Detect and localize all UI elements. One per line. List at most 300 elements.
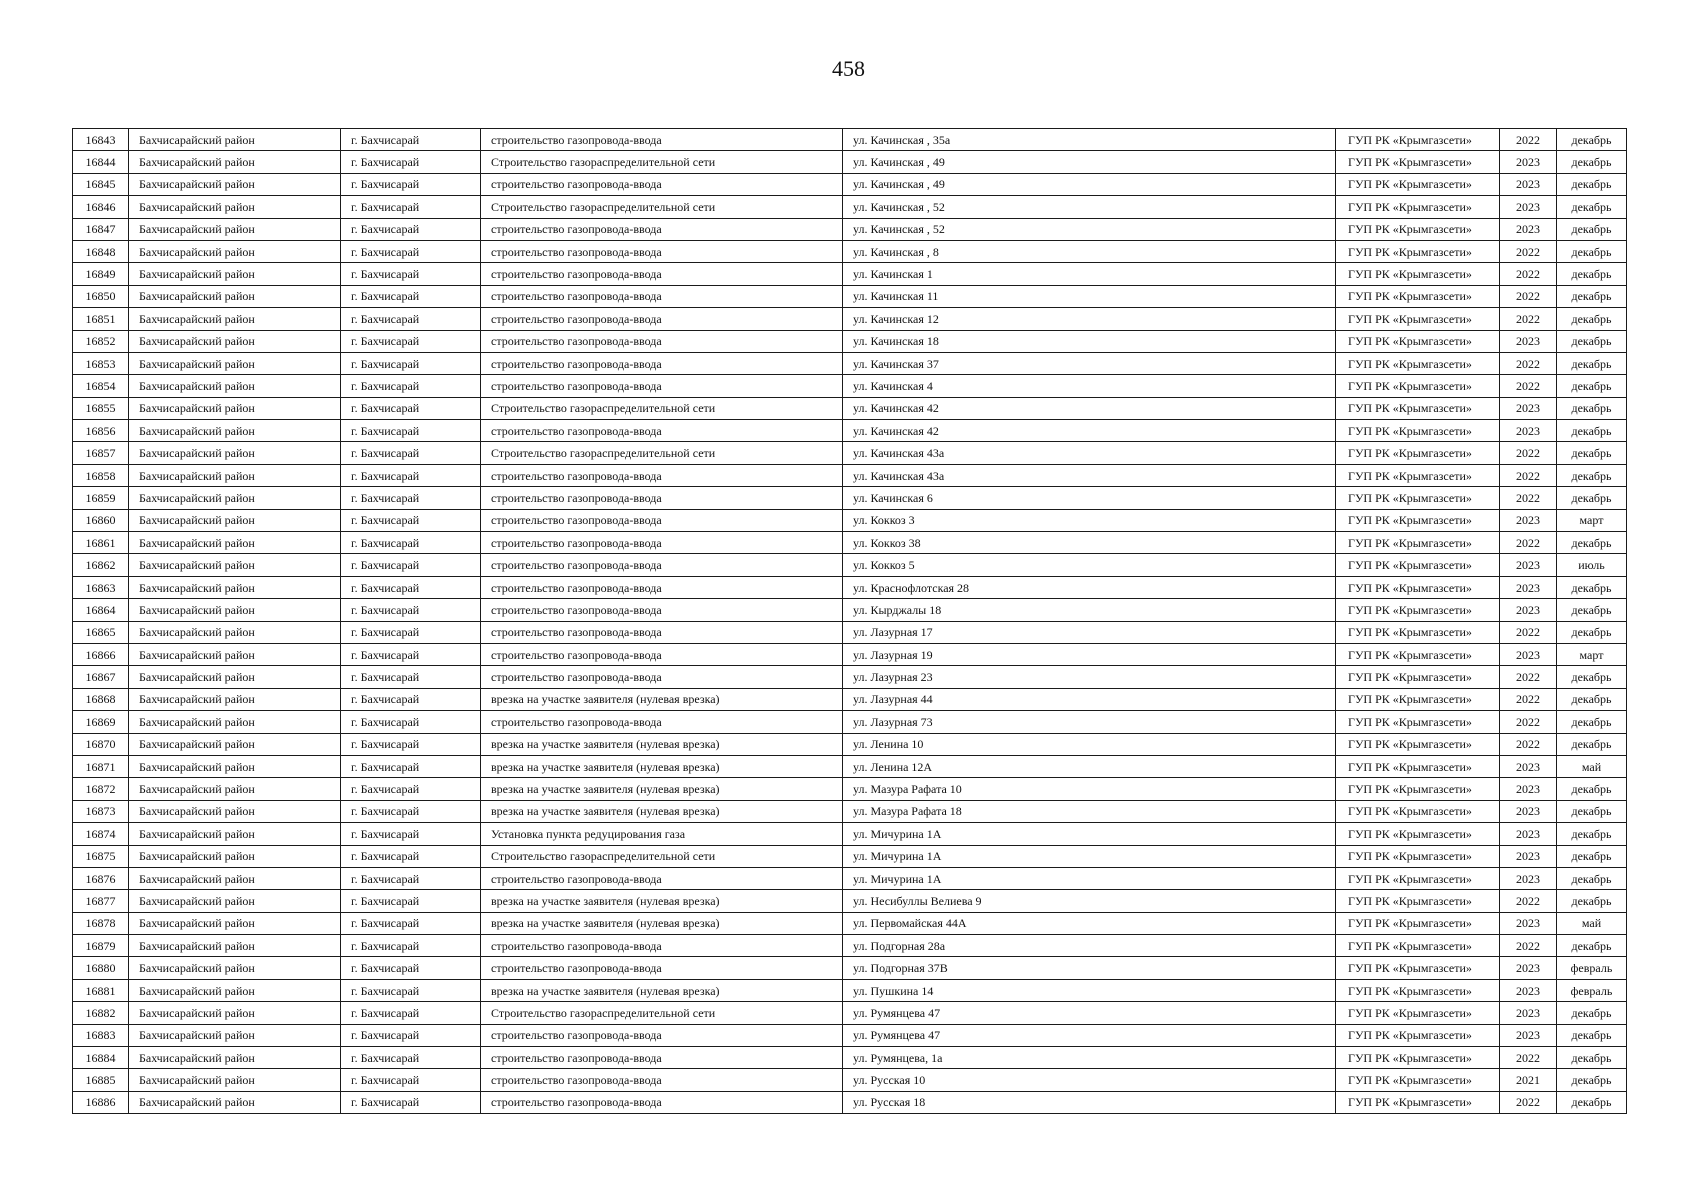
table-row	[73, 711, 1627, 733]
month-cell: декабрь	[1557, 778, 1627, 800]
address-cell: ул. Несибуллы Велиева 9	[843, 890, 1336, 912]
address-cell: ул. Качинская 4	[843, 375, 1336, 397]
table-row	[73, 778, 1627, 800]
organization-cell: ГУП РК «Крымгазсети»	[1336, 420, 1500, 442]
region-cell: Бахчисарайский район	[129, 599, 341, 621]
organization-cell: ГУП РК «Крымгазсети»	[1336, 621, 1500, 643]
month-cell: декабрь	[1557, 308, 1627, 330]
table-row	[73, 1024, 1627, 1046]
row-number-cell: 16847	[73, 218, 129, 240]
row-number-cell: 16861	[73, 532, 129, 554]
settlement-cell: г. Бахчисарай	[341, 420, 481, 442]
region-cell: Бахчисарайский район	[129, 576, 341, 598]
month-cell: декабрь	[1557, 263, 1627, 285]
region-cell: Бахчисарайский район	[129, 755, 341, 777]
work-type-cell: строительство газопровода-ввода	[481, 129, 843, 151]
year-cell: 2022	[1500, 240, 1557, 262]
organization-cell: ГУП РК «Крымгазсети»	[1336, 688, 1500, 710]
address-cell: ул. Мазура Рафата 18	[843, 800, 1336, 822]
settlement-cell: г. Бахчисарай	[341, 711, 481, 733]
year-cell: 2022	[1500, 285, 1557, 307]
row-number-cell: 16884	[73, 1047, 129, 1069]
year-cell: 2023	[1500, 554, 1557, 576]
work-type-cell: строительство газопровода-ввода	[481, 285, 843, 307]
work-type-cell: строительство газопровода-ввода	[481, 1069, 843, 1091]
address-cell: ул. Подгорная 28а	[843, 935, 1336, 957]
year-cell: 2023	[1500, 196, 1557, 218]
year-cell: 2022	[1500, 308, 1557, 330]
table-row	[73, 621, 1627, 643]
settlement-cell: г. Бахчисарай	[341, 576, 481, 598]
year-cell: 2022	[1500, 1091, 1557, 1113]
table-row	[73, 979, 1627, 1001]
organization-cell: ГУП РК «Крымгазсети»	[1336, 935, 1500, 957]
organization-cell: ГУП РК «Крымгазсети»	[1336, 867, 1500, 889]
settlement-cell: г. Бахчисарай	[341, 285, 481, 307]
settlement-cell: г. Бахчисарай	[341, 330, 481, 352]
settlement-cell: г. Бахчисарай	[341, 890, 481, 912]
month-cell: декабрь	[1557, 173, 1627, 195]
work-type-cell: строительство газопровода-ввода	[481, 240, 843, 262]
organization-cell: ГУП РК «Крымгазсети»	[1336, 352, 1500, 374]
row-number-cell: 16883	[73, 1024, 129, 1046]
year-cell: 2021	[1500, 1069, 1557, 1091]
table-row	[73, 129, 1627, 151]
table-row	[73, 912, 1627, 934]
table-row	[73, 1002, 1627, 1024]
table-row	[73, 1047, 1627, 1069]
year-cell: 2023	[1500, 823, 1557, 845]
address-cell: ул. Румянцева 47	[843, 1002, 1336, 1024]
address-cell: ул. Мичурина 1А	[843, 823, 1336, 845]
address-cell: ул. Качинская 42	[843, 397, 1336, 419]
region-cell: Бахчисарайский район	[129, 711, 341, 733]
work-type-cell: строительство газопровода-ввода	[481, 867, 843, 889]
settlement-cell: г. Бахчисарай	[341, 912, 481, 934]
row-number-cell: 16853	[73, 352, 129, 374]
settlement-cell: г. Бахчисарай	[341, 397, 481, 419]
region-cell: Бахчисарайский район	[129, 957, 341, 979]
month-cell: декабрь	[1557, 129, 1627, 151]
work-type-cell: строительство газопровода-ввода	[481, 599, 843, 621]
work-type-cell: врезка на участке заявителя (нулевая врезка)	[481, 755, 843, 777]
row-number-cell: 16850	[73, 285, 129, 307]
year-cell: 2023	[1500, 643, 1557, 665]
region-cell: Бахчисарайский район	[129, 397, 341, 419]
row-number-cell: 16865	[73, 621, 129, 643]
address-cell: ул. Лазурная 19	[843, 643, 1336, 665]
table-row	[73, 375, 1627, 397]
month-cell: декабрь	[1557, 375, 1627, 397]
row-number-cell: 16851	[73, 308, 129, 330]
work-type-cell: строительство газопровода-ввода	[481, 263, 843, 285]
settlement-cell: г. Бахчисарай	[341, 867, 481, 889]
work-type-cell: строительство газопровода-ввода	[481, 509, 843, 531]
month-cell: декабрь	[1557, 823, 1627, 845]
year-cell: 2023	[1500, 845, 1557, 867]
month-cell: май	[1557, 912, 1627, 934]
row-number-cell: 16854	[73, 375, 129, 397]
work-type-cell: строительство газопровода-ввода	[481, 554, 843, 576]
row-number-cell: 16845	[73, 173, 129, 195]
month-cell: декабрь	[1557, 688, 1627, 710]
region-cell: Бахчисарайский район	[129, 509, 341, 531]
row-number-cell: 16866	[73, 643, 129, 665]
table-row	[73, 755, 1627, 777]
organization-cell: ГУП РК «Крымгазсети»	[1336, 912, 1500, 934]
address-cell: ул. Коккоз 38	[843, 532, 1336, 554]
table-row	[73, 308, 1627, 330]
year-cell: 2023	[1500, 867, 1557, 889]
region-cell: Бахчисарайский район	[129, 554, 341, 576]
settlement-cell: г. Бахчисарай	[341, 823, 481, 845]
address-cell: ул. Качинская , 52	[843, 196, 1336, 218]
month-cell: декабрь	[1557, 1002, 1627, 1024]
table-row	[73, 330, 1627, 352]
row-number-cell: 16857	[73, 442, 129, 464]
region-cell: Бахчисарайский район	[129, 823, 341, 845]
settlement-cell: г. Бахчисарай	[341, 1024, 481, 1046]
address-cell: ул. Мичурина 1А	[843, 867, 1336, 889]
year-cell: 2022	[1500, 621, 1557, 643]
month-cell: декабрь	[1557, 935, 1627, 957]
year-cell: 2022	[1500, 263, 1557, 285]
year-cell: 2022	[1500, 890, 1557, 912]
month-cell: декабрь	[1557, 867, 1627, 889]
work-type-cell: строительство газопровода-ввода	[481, 218, 843, 240]
region-cell: Бахчисарайский район	[129, 218, 341, 240]
settlement-cell: г. Бахчисарай	[341, 554, 481, 576]
row-number-cell: 16871	[73, 755, 129, 777]
work-type-cell: Строительство газораспределительной сети	[481, 1002, 843, 1024]
month-cell: декабрь	[1557, 151, 1627, 173]
year-cell: 2022	[1500, 442, 1557, 464]
table-row	[73, 935, 1627, 957]
settlement-cell: г. Бахчисарай	[341, 442, 481, 464]
row-number-cell: 16848	[73, 240, 129, 262]
address-cell: ул. Лазурная 73	[843, 711, 1336, 733]
settlement-cell: г. Бахчисарай	[341, 621, 481, 643]
row-number-cell: 16843	[73, 129, 129, 151]
work-type-cell: врезка на участке заявителя (нулевая врезка)	[481, 912, 843, 934]
region-cell: Бахчисарайский район	[129, 688, 341, 710]
table-row	[73, 957, 1627, 979]
work-type-cell: Строительство газораспределительной сети	[481, 845, 843, 867]
region-cell: Бахчисарайский район	[129, 487, 341, 509]
region-cell: Бахчисарайский район	[129, 196, 341, 218]
gasification-table	[72, 128, 1627, 1114]
row-number-cell: 16882	[73, 1002, 129, 1024]
table-row	[73, 240, 1627, 262]
month-cell: декабрь	[1557, 599, 1627, 621]
table-row	[73, 845, 1627, 867]
organization-cell: ГУП РК «Крымгазсети»	[1336, 375, 1500, 397]
table-row	[73, 643, 1627, 665]
organization-cell: ГУП РК «Крымгазсети»	[1336, 1024, 1500, 1046]
settlement-cell: г. Бахчисарай	[341, 599, 481, 621]
table-row	[73, 352, 1627, 374]
settlement-cell: г. Бахчисарай	[341, 240, 481, 262]
work-type-cell: строительство газопровода-ввода	[481, 621, 843, 643]
region-cell: Бахчисарайский район	[129, 240, 341, 262]
organization-cell: ГУП РК «Крымгазсети»	[1336, 823, 1500, 845]
year-cell: 2023	[1500, 420, 1557, 442]
settlement-cell: г. Бахчисарай	[341, 778, 481, 800]
work-type-cell: строительство газопровода-ввода	[481, 1024, 843, 1046]
region-cell: Бахчисарайский район	[129, 845, 341, 867]
year-cell: 2023	[1500, 173, 1557, 195]
month-cell: декабрь	[1557, 330, 1627, 352]
month-cell: декабрь	[1557, 1047, 1627, 1069]
month-cell: декабрь	[1557, 352, 1627, 374]
organization-cell: ГУП РК «Крымгазсети»	[1336, 1069, 1500, 1091]
year-cell: 2022	[1500, 129, 1557, 151]
year-cell: 2022	[1500, 352, 1557, 374]
settlement-cell: г. Бахчисарай	[341, 375, 481, 397]
settlement-cell: г. Бахчисарай	[341, 151, 481, 173]
organization-cell: ГУП РК «Крымгазсети»	[1336, 890, 1500, 912]
organization-cell: ГУП РК «Крымгазсети»	[1336, 733, 1500, 755]
settlement-cell: г. Бахчисарай	[341, 733, 481, 755]
month-cell: декабрь	[1557, 285, 1627, 307]
table-row	[73, 890, 1627, 912]
address-cell: ул. Качинская , 49	[843, 173, 1336, 195]
year-cell: 2023	[1500, 778, 1557, 800]
organization-cell: ГУП РК «Крымгазсети»	[1336, 129, 1500, 151]
organization-cell: ГУП РК «Крымгазсети»	[1336, 778, 1500, 800]
address-cell: ул. Мичурина 1А	[843, 845, 1336, 867]
row-number-cell: 16862	[73, 554, 129, 576]
settlement-cell: г. Бахчисарай	[341, 129, 481, 151]
address-cell: ул. Русская 18	[843, 1091, 1336, 1113]
month-cell: декабрь	[1557, 420, 1627, 442]
year-cell: 2023	[1500, 1002, 1557, 1024]
organization-cell: ГУП РК «Крымгазсети»	[1336, 240, 1500, 262]
settlement-cell: г. Бахчисарай	[341, 1002, 481, 1024]
organization-cell: ГУП РК «Крымгазсети»	[1336, 711, 1500, 733]
work-type-cell: строительство газопровода-ввода	[481, 1091, 843, 1113]
month-cell: декабрь	[1557, 711, 1627, 733]
row-number-cell: 16864	[73, 599, 129, 621]
row-number-cell: 16885	[73, 1069, 129, 1091]
work-type-cell: строительство газопровода-ввода	[481, 666, 843, 688]
table-row	[73, 576, 1627, 598]
settlement-cell: г. Бахчисарай	[341, 352, 481, 374]
address-cell: ул. Качинская 12	[843, 308, 1336, 330]
work-type-cell: строительство газопровода-ввода	[481, 711, 843, 733]
month-cell: декабрь	[1557, 621, 1627, 643]
region-cell: Бахчисарайский район	[129, 666, 341, 688]
table-row	[73, 800, 1627, 822]
month-cell: декабрь	[1557, 800, 1627, 822]
settlement-cell: г. Бахчисарай	[341, 196, 481, 218]
organization-cell: ГУП РК «Крымгазсети»	[1336, 755, 1500, 777]
region-cell: Бахчисарайский район	[129, 330, 341, 352]
work-type-cell: Строительство газораспределительной сети	[481, 442, 843, 464]
row-number-cell: 16869	[73, 711, 129, 733]
address-cell: ул. Мазура Рафата 10	[843, 778, 1336, 800]
address-cell: ул. Лазурная 23	[843, 666, 1336, 688]
year-cell: 2023	[1500, 979, 1557, 1001]
month-cell: декабрь	[1557, 1069, 1627, 1091]
region-cell: Бахчисарайский район	[129, 285, 341, 307]
settlement-cell: г. Бахчисарай	[341, 1047, 481, 1069]
year-cell: 2023	[1500, 397, 1557, 419]
organization-cell: ГУП РК «Крымгазсети»	[1336, 554, 1500, 576]
row-number-cell: 16872	[73, 778, 129, 800]
year-cell: 2022	[1500, 733, 1557, 755]
region-cell: Бахчисарайский район	[129, 890, 341, 912]
region-cell: Бахчисарайский район	[129, 867, 341, 889]
month-cell: май	[1557, 755, 1627, 777]
address-cell: ул. Первомайская 44А	[843, 912, 1336, 934]
organization-cell: ГУП РК «Крымгазсети»	[1336, 643, 1500, 665]
row-number-cell: 16860	[73, 509, 129, 531]
work-type-cell: врезка на участке заявителя (нулевая врезка)	[481, 979, 843, 1001]
year-cell: 2023	[1500, 957, 1557, 979]
organization-cell: ГУП РК «Крымгазсети»	[1336, 464, 1500, 486]
table-row	[73, 554, 1627, 576]
address-cell: ул. Качинская 18	[843, 330, 1336, 352]
region-cell: Бахчисарайский район	[129, 1069, 341, 1091]
address-cell: ул. Качинская 43а	[843, 442, 1336, 464]
year-cell: 2023	[1500, 509, 1557, 531]
row-number-cell: 16868	[73, 688, 129, 710]
organization-cell: ГУП РК «Крымгазсети»	[1336, 666, 1500, 688]
row-number-cell: 16878	[73, 912, 129, 934]
organization-cell: ГУП РК «Крымгазсети»	[1336, 397, 1500, 419]
work-type-cell: Установка пункта редуцирования газа	[481, 823, 843, 845]
work-type-cell: строительство газопровода-ввода	[481, 957, 843, 979]
table-row	[73, 442, 1627, 464]
organization-cell: ГУП РК «Крымгазсети»	[1336, 151, 1500, 173]
region-cell: Бахчисарайский район	[129, 778, 341, 800]
address-cell: ул. Качинская 37	[843, 352, 1336, 374]
work-type-cell: строительство газопровода-ввода	[481, 330, 843, 352]
table-row	[73, 487, 1627, 509]
year-cell: 2023	[1500, 1024, 1557, 1046]
table-body	[73, 129, 1627, 1114]
work-type-cell: строительство газопровода-ввода	[481, 576, 843, 598]
row-number-cell: 16879	[73, 935, 129, 957]
settlement-cell: г. Бахчисарай	[341, 688, 481, 710]
address-cell: ул. Румянцева 47	[843, 1024, 1336, 1046]
work-type-cell: строительство газопровода-ввода	[481, 532, 843, 554]
settlement-cell: г. Бахчисарай	[341, 957, 481, 979]
month-cell: декабрь	[1557, 532, 1627, 554]
organization-cell: ГУП РК «Крымгазсети»	[1336, 800, 1500, 822]
region-cell: Бахчисарайский район	[129, 643, 341, 665]
month-cell: декабрь	[1557, 196, 1627, 218]
year-cell: 2023	[1500, 912, 1557, 934]
settlement-cell: г. Бахчисарай	[341, 173, 481, 195]
address-cell: ул. Качинская 1	[843, 263, 1336, 285]
work-type-cell: строительство газопровода-ввода	[481, 375, 843, 397]
month-cell: март	[1557, 509, 1627, 531]
page-number: 458	[832, 56, 865, 81]
organization-cell: ГУП РК «Крымгазсети»	[1336, 957, 1500, 979]
row-number-cell: 16886	[73, 1091, 129, 1113]
year-cell: 2023	[1500, 576, 1557, 598]
work-type-cell: строительство газопровода-ввода	[481, 464, 843, 486]
work-type-cell: строительство газопровода-ввода	[481, 643, 843, 665]
settlement-cell: г. Бахчисарай	[341, 1091, 481, 1113]
organization-cell: ГУП РК «Крымгазсети»	[1336, 845, 1500, 867]
region-cell: Бахчисарайский район	[129, 733, 341, 755]
region-cell: Бахчисарайский район	[129, 1002, 341, 1024]
table-row	[73, 823, 1627, 845]
settlement-cell: г. Бахчисарай	[341, 845, 481, 867]
table-row	[73, 688, 1627, 710]
region-cell: Бахчисарайский район	[129, 935, 341, 957]
year-cell: 2023	[1500, 755, 1557, 777]
row-number-cell: 16852	[73, 330, 129, 352]
address-cell: ул. Лазурная 44	[843, 688, 1336, 710]
work-type-cell: строительство газопровода-ввода	[481, 1047, 843, 1069]
month-cell: декабрь	[1557, 1091, 1627, 1113]
month-cell: декабрь	[1557, 845, 1627, 867]
address-cell: ул. Румянцева, 1а	[843, 1047, 1336, 1069]
settlement-cell: г. Бахчисарай	[341, 509, 481, 531]
table-row	[73, 397, 1627, 419]
settlement-cell: г. Бахчисарай	[341, 800, 481, 822]
address-cell: ул. Русская 10	[843, 1069, 1336, 1091]
settlement-cell: г. Бахчисарай	[341, 263, 481, 285]
organization-cell: ГУП РК «Крымгазсети»	[1336, 442, 1500, 464]
address-cell: ул. Качинская 6	[843, 487, 1336, 509]
settlement-cell: г. Бахчисарай	[341, 218, 481, 240]
month-cell: декабрь	[1557, 890, 1627, 912]
organization-cell: ГУП РК «Крымгазсети»	[1336, 1091, 1500, 1113]
row-number-cell: 16877	[73, 890, 129, 912]
region-cell: Бахчисарайский район	[129, 621, 341, 643]
settlement-cell: г. Бахчисарай	[341, 464, 481, 486]
region-cell: Бахчисарайский район	[129, 352, 341, 374]
region-cell: Бахчисарайский район	[129, 375, 341, 397]
region-cell: Бахчисарайский район	[129, 912, 341, 934]
work-type-cell: строительство газопровода-ввода	[481, 420, 843, 442]
work-type-cell: врезка на участке заявителя (нулевая врезка)	[481, 688, 843, 710]
organization-cell: ГУП РК «Крымгазсети»	[1336, 509, 1500, 531]
year-cell: 2023	[1500, 599, 1557, 621]
region-cell: Бахчисарайский район	[129, 1091, 341, 1113]
table-row	[73, 173, 1627, 195]
row-number-cell: 16876	[73, 867, 129, 889]
address-cell: ул. Подгорная 37В	[843, 957, 1336, 979]
month-cell: июль	[1557, 554, 1627, 576]
row-number-cell: 16863	[73, 576, 129, 598]
year-cell: 2022	[1500, 487, 1557, 509]
row-number-cell: 16855	[73, 397, 129, 419]
month-cell: февраль	[1557, 957, 1627, 979]
region-cell: Бахчисарайский район	[129, 442, 341, 464]
month-cell: декабрь	[1557, 487, 1627, 509]
work-type-cell: Строительство газораспределительной сети	[481, 397, 843, 419]
region-cell: Бахчисарайский район	[129, 532, 341, 554]
table-row	[73, 509, 1627, 531]
region-cell: Бахчисарайский район	[129, 800, 341, 822]
organization-cell: ГУП РК «Крымгазсети»	[1336, 218, 1500, 240]
address-cell: ул. Кырджалы 18	[843, 599, 1336, 621]
month-cell: декабрь	[1557, 733, 1627, 755]
row-number-cell: 16874	[73, 823, 129, 845]
table-row	[73, 151, 1627, 173]
work-type-cell: строительство газопровода-ввода	[481, 487, 843, 509]
address-cell: ул. Коккоз 3	[843, 509, 1336, 531]
work-type-cell: Строительство газораспределительной сети	[481, 196, 843, 218]
work-type-cell: Строительство газораспределительной сети	[481, 151, 843, 173]
settlement-cell: г. Бахчисарай	[341, 532, 481, 554]
